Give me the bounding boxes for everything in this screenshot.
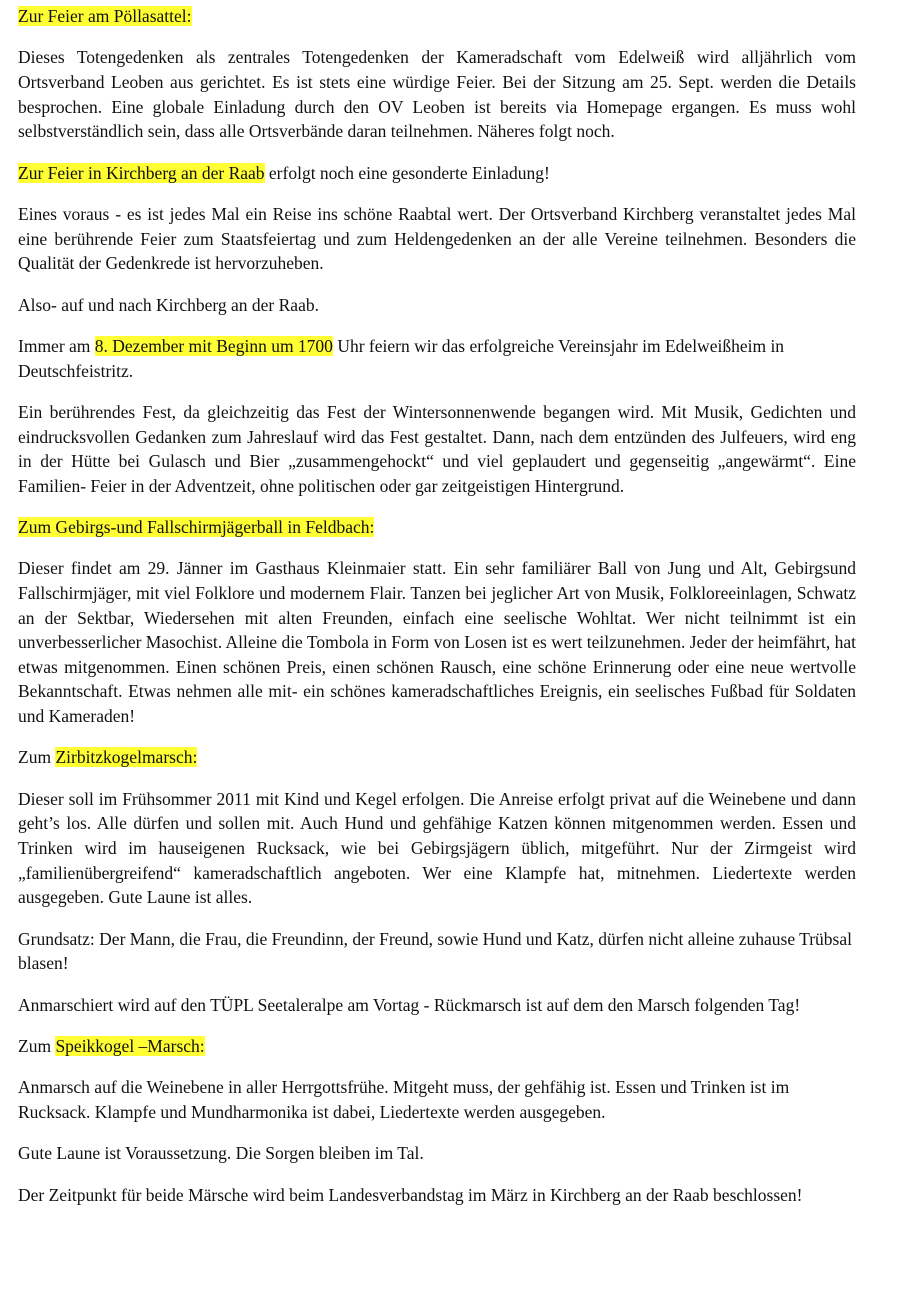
heading-speikkogel <box>18 1034 856 1059</box>
paragraph-poellasattel: Dieses Totengedenken als zentrales Totengedenken der Kameradschaft vom Edelweiß wird alljährlich vom Ortsverband Leoben aus gerichtet. Es ist stets eine würdige Feier. Bei der Sitzung am 25. Sept. werden die Details besprochen. Eine globale Einladung durch den OV Leoben ist bereits via Homepage ergangen. Es muss wohl selbstverständlich sein, dass alle Ortsverbände daran teilnehmen. Näheres folgt noch. <box>18 47 856 142</box>
paragraph-raabtal: Eines voraus - es ist jedes Mal ein Reise ins schöne Raabtal wert. Der Ortsverband Kirchberg veranstaltet jedes Mal eine berührende Feier zum Staatsfeiertag und zum Heldengedenken an der alle Vereine teilnehmen. Besonders die Qualität der Gedenkrede ist hervorzuheben. <box>18 203 856 274</box>
paragraph-ball: Dieser findet am 29. Jänner im Gasthaus Kleinmaier statt. Ein sehr familiärer Ball von Jung und Alt, Gebirgsund Fallschirmjäger, mit viel Folklore und modernem Flair. Tanzen bei jeglicher Art von Musik, Folkloreeinlagen, Schwatz an der Sektbar, Wiedersehen mit alten Freunden, einfach eine seelische Wohltat. Wer nicht teilnimmt ist ein unverbesserlicher Masochist. Alleine die Tombola in Form von Losen ist es wert teilzunehmen. Jeder der heimfährt, hat etwas mitgenommen. Einen schönen Preis, einen schönen Rausch, eine schöne Erinnerung oder eine neue wertvolle Bekanntschaft. Etwas nehmen alle mit- ein schönes kameradschaftliches Ereignis, ein seelisches Fußbad für Soldaten und Kameraden! <box>18 558 856 727</box>
paragraph-kirchberg-invite <box>18 161 856 186</box>
paragraph-anmarsch-tuepl: Anmarschiert wird auf den TÜPL Seetaleralpe am Vortag - Rückmarsch ist auf dem den Marsch folgenden Tag! <box>18 994 801 1015</box>
paragraph-zeitpunkt: Der Zeitpunkt für beide Märsche wird beim Landesverbandstag im März in Kirchberg an der Raab beschlossen! <box>18 1184 803 1205</box>
paragraph-grundsatz: Grundsatz: Der Mann, die Frau, die Freundinn, der Freund, sowie Hund und Katz, dürfen nicht alleine zuhause Trübsal blasen! <box>18 928 852 974</box>
text-kirchberg-invite: erfolgt noch eine gesonderte Einladung! <box>264 162 550 183</box>
highlight-december-date: 8. Dezember mit Beginn um 1700 <box>94 335 333 356</box>
heading-ball-feldbach <box>18 515 856 540</box>
document-page <box>18 4 856 1224</box>
highlight-zirbitzkogel: Zirbitzkogelmarsch: <box>55 747 198 768</box>
text-december-before: Immer am <box>18 335 95 356</box>
heading-zirbitzkogel <box>18 745 856 770</box>
paragraph-gute-laune: Gute Laune ist Voraussetzung. Die Sorgen bleiben im Tal. <box>18 1143 424 1164</box>
paragraph-december-date <box>18 334 856 383</box>
text-zum-speikkogel: Zum <box>18 1035 56 1056</box>
text-zum-zirbitzkogel: Zum <box>18 747 56 768</box>
heading-poellasattel <box>18 4 856 29</box>
paragraph-wintersonnenwende: Ein berührendes Fest, da gleichzeitig das Fest der Wintersonnenwende begangen wird. Mit Musik, Gedichten und eindrucksvollen Gedanken zum Jahreslauf wird das Fest gestaltet. Dann, nach dem entzünden des Julfeuers, wird eng in der Hütte bei Gulasch und Bier „zusammengehockt“ und viel geplaudert und gegenseitig „angewärmt“. Eine Familien- Feier in der Adventzeit, ohne politischen oder gar zeitgeistigen Hintergrund. <box>18 401 856 496</box>
paragraph-speikkogel: Anmarsch auf die Weinebene in aller Herrgottsfrühe. Mitgeht muss, der gehfähig ist. Essen und Trinken ist im Rucksack. Klampfe und Mundharmonika ist dabei, Liedertexte werden ausgegeben. <box>18 1077 790 1122</box>
highlight-ball-feldbach: Zum Gebirgs-und Fallschirmjägerball in Feldbach: <box>18 517 375 538</box>
text-december-after: Uhr feiern wir das erfolgreiche Vereinsjahr im Edelweißheim in Deutschfeistritz. <box>18 335 785 381</box>
paragraph-zirbitzkogel: Dieser soll im Frühsommer 2011 mit Kind und Kegel erfolgen. Die Anreise erfolgt privat auf die Weinebene und dann geht’s los. Alle dürfen und sollen mit. Auch Hund und gehfähige Katzen können mitgenommen werden. Essen und Trinken wird im hauseigenen Rucksack, wie bei Gebirgsjägern üblich, mitgeführt. Nur der Zirmgeist wird „familienübergreifend“ kameradschaftlich angeboten. Wer eine Klampfe hat, mitnehmen. Liedertexte werden ausgegeben. Gute Laune ist alles. <box>18 788 856 908</box>
highlight-marker: Zur Feier am Pöllasattel: <box>18 6 192 26</box>
highlight-speikkogel: Speikkogel –Marsch: <box>55 1035 205 1056</box>
paragraph-kirchberg-call: Also- auf und nach Kirchberg an der Raab. <box>18 294 319 315</box>
highlight-kirchberg: Zur Feier in Kirchberg an der Raab <box>18 162 265 183</box>
